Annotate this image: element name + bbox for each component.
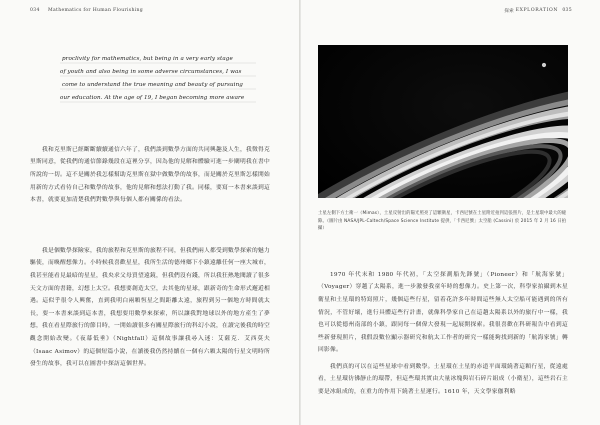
note-line: come to understand the true meaning and beauty of pursuing xyxy=(62,82,243,88)
body-paragraph: 1970 年代末和 1980 年代初，「太空探測船先鋒號」（Pioneer）和「航海家號」（Voyager）穿越了太陽系，進一步激發我童年時的想像力。史上第一次，科學家拍攝到木星衛星和土星環的特寫照片，幾個這些行星，留着花許多年時間這些無人太空船可能遇到的所有情況，不管好壞，進行具體這些行計畫，就像科學家自己在這趟太陽系以外的旅行中一樣，我也可以從德州南部的小鎮，跟同每一個偉大發現一起展開探索。我很喜歡在科研報告中看到這些新發現照片，我假設數位顯示器研究和航太工作者的研究一樣能夠找到新的「航海家號」轉回影像。 xyxy=(318,271,568,354)
note-line: proclivity for mathematics, but being in a very early stage xyxy=(62,56,233,62)
figure-caption: 土星左側下方土衛一（Mimas），土星反射出的陽光照亮了這顆衛星，卡西尼號在土星附近拍到這張照片，是土星環中最大的縫隙。（圖片由 NASA/JPL-Caltech/Space Science Institute 提供，「卡西尼號」太空船 (Cassini) 於 2015 年 2 月 16 日拍攝） xyxy=(318,211,567,232)
mimas-moon xyxy=(542,63,546,67)
body-paragraph: 我和克里斯已經斷斷續續通信六年了，我們談到數學方面的共同興趣及人生，我徵得克里斯同意，從我們的通信節錄幾段在這裡分享，因為他的見解和體驗可進一步闡明我在書中所說的一切。這不是關於我怎樣幫助克里斯在獄中做數學的故事，而是關於克里斯怎樣開始用新的方式看待自己和數學的故事，他的見解和想法打動了我。同樣，要寫一本書來談到這本書，就要更加清楚我們對數學與每個人都有關係的看法。 xyxy=(30,146,270,204)
running-title-en: EXPLORATION xyxy=(515,8,558,13)
running-title-left: Mathematics for Human Flourishing xyxy=(48,8,143,13)
saturn-rings-image xyxy=(318,45,568,198)
handwritten-note xyxy=(60,52,256,110)
running-title-zh: 探索 xyxy=(504,9,514,14)
body-paragraph: 我是個數學探險家，我的旅程和克里斯的旅程不同，但我們兩人都受到數學探索的魅力驅使，而喚醒想像力。小時候我喜歡星星，我所生活的德州鄉下小鎮遠離任何一座大城市，我甚至能看見最暗的星星，我央求父母買望遠鏡，但我們沒有錢，所以我狂熱地閱讀了很多天文方面的書籍，幻想上太空。我想要創造太空，去其他的星球，跟新奇的生命形式邂逅相遇。這似乎很令人興奮，直到我明白兩顆恆星之間距離太遠，旅程到另一個地方時間就太長，要一本書來談到這本書，我想要用數學來探索，所以讓我對地球以外的地方產生了夢想，我在看星際旅行的節目時，一開始讀很多有關星際旅行的科幻小說，在讀完後我的時空觀念開始改變。《夜幕低垂》（Nightfall）這個故事讓我尋入迷：艾薩克．艾西莫夫（Isaac Asimov）的這個短篇小說，在讀後我仍然持續在一個有六顆太陽的行星文明時所發生的故事，我可以在圖書中探訪這個世界。 xyxy=(30,247,270,368)
note-line: our education. At the age of 19, I began becoming more aware xyxy=(60,95,245,101)
body-paragraph: 我們真的可以在這些星球中看到數學。土星環在土星的赤道平面環繞著這顆行星，從遠處看，土星環彷彿靜止的環帶，但這些環其實由大量冰塊與岩石碎片組成（小衛星），這些岩石主要是冰組成的，在重力的作用下繞著土星運行。1610 年，天文學家伽利略 xyxy=(318,363,568,395)
note-line: of youth and also being in some adverse circumstances, I was xyxy=(60,69,242,75)
page-number-right: 035 xyxy=(562,8,572,13)
left-page xyxy=(0,0,299,425)
saturn-rings-photo xyxy=(318,45,568,198)
page-number-left: 034 xyxy=(30,8,40,13)
